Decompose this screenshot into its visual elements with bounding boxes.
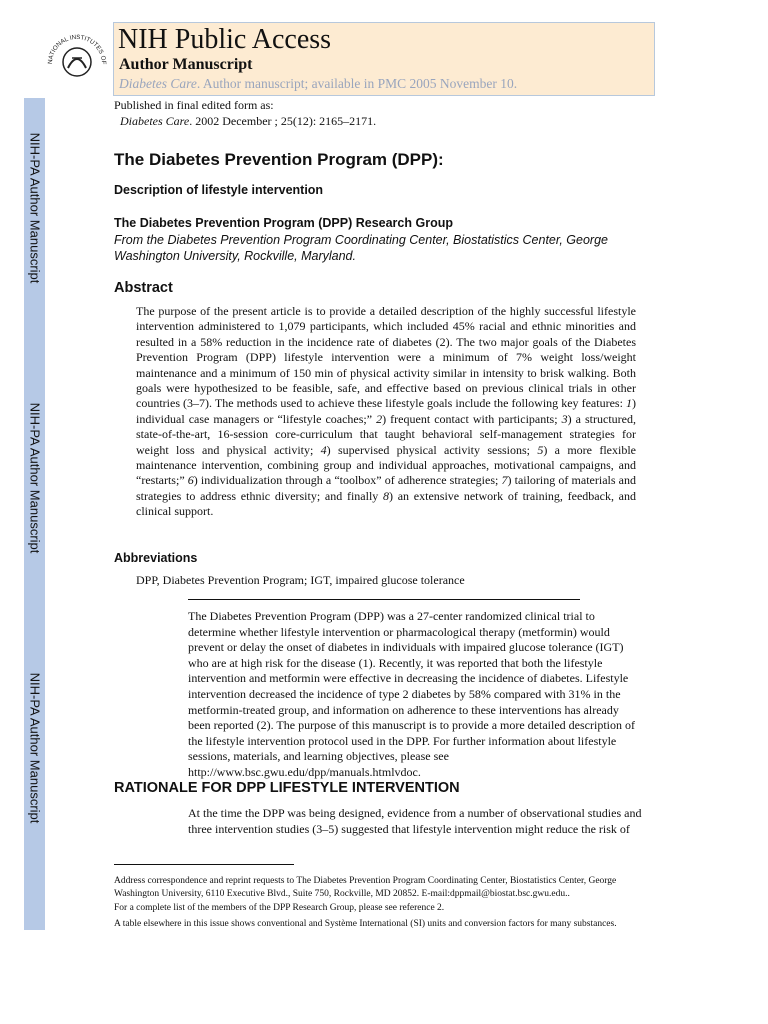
header-subtitle: Author Manuscript [119, 56, 253, 73]
footnote-divider [114, 864, 294, 865]
manuscript-sidebar [24, 98, 45, 930]
author-group: The Diabetes Prevention Program (DPP) Research Group [114, 216, 453, 230]
sidebar-label-bottom: NIH-PA Author Manuscript [27, 672, 42, 824]
sidebar-label-top: NIH-PA Author Manuscript [27, 132, 42, 284]
article-title: The Diabetes Prevention Program (DPP): [114, 150, 444, 169]
abbreviations-heading: Abbreviations [114, 551, 198, 565]
header-availability: Diabetes Care. Author manuscript; available in PMC 2005 November 10. [119, 76, 518, 91]
svg-text:NATIONAL INSTITUTES OF HEALTH: NATIONAL INSTITUTES OF [46, 33, 108, 65]
header-title: NIH Public Access [118, 24, 332, 55]
footnote-units: A table elsewhere in this issue shows conventional and Système International (SI) units and conversion factors for many substances. [114, 919, 617, 929]
rationale-heading: RATIONALE FOR DPP LIFESTYLE INTERVENTION [114, 780, 460, 796]
article-subtitle: Description of lifestyle intervention [114, 183, 324, 197]
footnote-correspondence: Address correspondence and reprint requests to The Diabetes Prevention Program Coordinating Center, Biostatistics Center, George Washington University, 6110 Executive Blvd., Suite 750, Rockville, MD 20852. E-mail:dppmail@biostat.bsc.gwu.edu.. [114, 876, 617, 899]
abstract-heading: Abstract [114, 280, 173, 296]
abbreviations-text: DPP, Diabetes Prevention Program; IGT, impaired glucose tolerance [136, 573, 465, 587]
abstract-body: The purpose of the present article is to provide a detailed description of the highly successful lifestyle intervention administered to 1,079 participants, which included 45% racial and ethnic minorities and resulted in a 58% reduction in the incidence rate of diabetes (2). The two major goals of the Diabetes Prevention Program (DPP) lifestyle intervention were a minimum of 7% weight loss/weight maintenance and a minimum of 150 min of physical activity similar in intensity to brisk walking. Both goals were hypothesized to be feasible, safe, and effective based on previous clinical trials in other countries (3–7). The methods used to achieve these lifestyle goals include the following key features: 1) individual case managers or “lifestyle coaches;” 2) frequent contact with participants; 3) a structured, state-of-the-art, 16-session core-curriculum that taught behavioral self-management strategies for weight loss and physical activity; 4) supervised physical activity sessions; 5) a more flexible maintenance intervention, combining group and individual approaches, motivational campaigns, and “restarts;” 6) individualization through a “toolbox” of adherence strategies; 7) tailoring of materials and strategies to address ethnic diversity; and finally 8) an extensive network of training, feedback, and clinical support. [136, 304, 636, 519]
footnote-members: For a complete list of the members of the DPP Research Group, please see reference 2. [114, 903, 445, 913]
sidebar-label-middle: NIH-PA Author Manuscript [27, 402, 42, 554]
published-in-label: Published in final edited form as: [114, 98, 274, 112]
intro-paragraph: The Diabetes Prevention Program (DPP) was a 27-center randomized clinical trial to determine whether lifestyle intervention or pharmacological therapy (metformin) would prevent or delay the onset of diabetes in individuals with impaired glucose tolerance (IGT) who are at high risk for the disease (1). Recently, it was reported that both the lifestyle intervention and metformin were effective in decreasing the incidence of diabetes. Lifestyle intervention decreased the incidence of type 2 diabetes by 58% compared with 31% in the metformin-treated group, and information on adherence to these interventions has already been reported (2). The purpose of this manuscript is to provide a more detailed description of the lifestyle intervention protocol used in the DPP. For further information about lifestyle sessions, materials, and learning objectives, please see http://www.bsc.gwu.edu/dpp/manuals.htmlvdoc. [188, 609, 635, 779]
nih-logo [46, 24, 108, 96]
rationale-paragraph: At the time the DPP was being designed, evidence from a number of observational studies and three intervention studies (3–5) suggested that lifestyle intervention might reduce the risk of [188, 806, 642, 836]
affiliation: From the Diabetes Prevention Program Coordinating Center, Biostatistics Center, George Washington University, Rockville, Maryland. [114, 233, 608, 263]
citation: Diabetes Care. 2002 December ; 25(12): 2165–2171. [120, 114, 377, 128]
section-divider [188, 599, 580, 600]
